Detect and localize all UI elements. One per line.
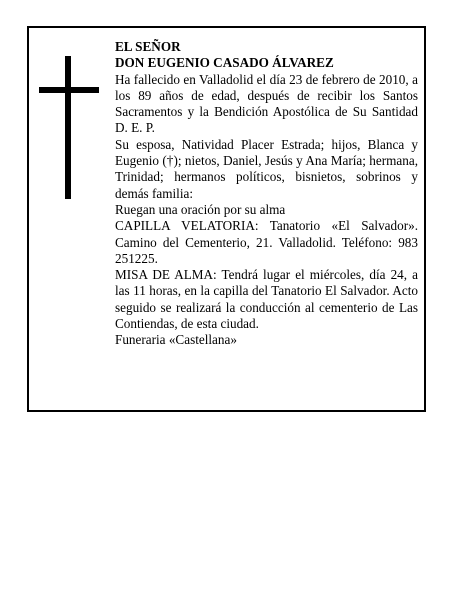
wake-location: CAPILLA VELATORIA: Tanatorio «El Salvador». Camino del Cementerio, 21. Valladolid. Teléfono: 983 251225. — [115, 218, 418, 266]
cross-horizontal-bar — [39, 87, 99, 93]
notice-title-line-1: EL SEÑOR — [115, 39, 181, 54]
death-announcement: Ha fallecido en Valladolid el día 23 de febrero de 2010, a los 89 años de edad, después de recibir los Santos Sacramentos y la Bendición Apostólica de Su Santidad D. E. P. — [115, 71, 418, 136]
cross-vertical-bar — [65, 56, 71, 199]
obituary-notice — [27, 26, 426, 412]
notice-title-line-2: DON EUGENIO CASADO ÁLVAREZ — [115, 55, 334, 71]
family-list: Su esposa, Natividad Placer Estrada; hijos, Blanca y Eugenio (†); nietos, Daniel, Jesús y Ana María; hermana, Trinidad; hermanos políticos, bisnietos, sobrinos y demás familia: — [115, 136, 418, 201]
funeral-mass-info: MISA DE ALMA: Tendrá lugar el miércoles, día 24, a las 11 horas, en la capilla del Tanatorio El Salvador. Acto seguido se realizará la conducción al cementerio de Las Contiendas, de esta ciudad. — [115, 267, 418, 332]
notice-body — [115, 39, 418, 349]
cross-icon — [39, 56, 99, 199]
funeral-home: Funeraria «Castellana» — [115, 332, 237, 348]
prayer-request: Ruegan una oración por su alma — [115, 201, 286, 217]
